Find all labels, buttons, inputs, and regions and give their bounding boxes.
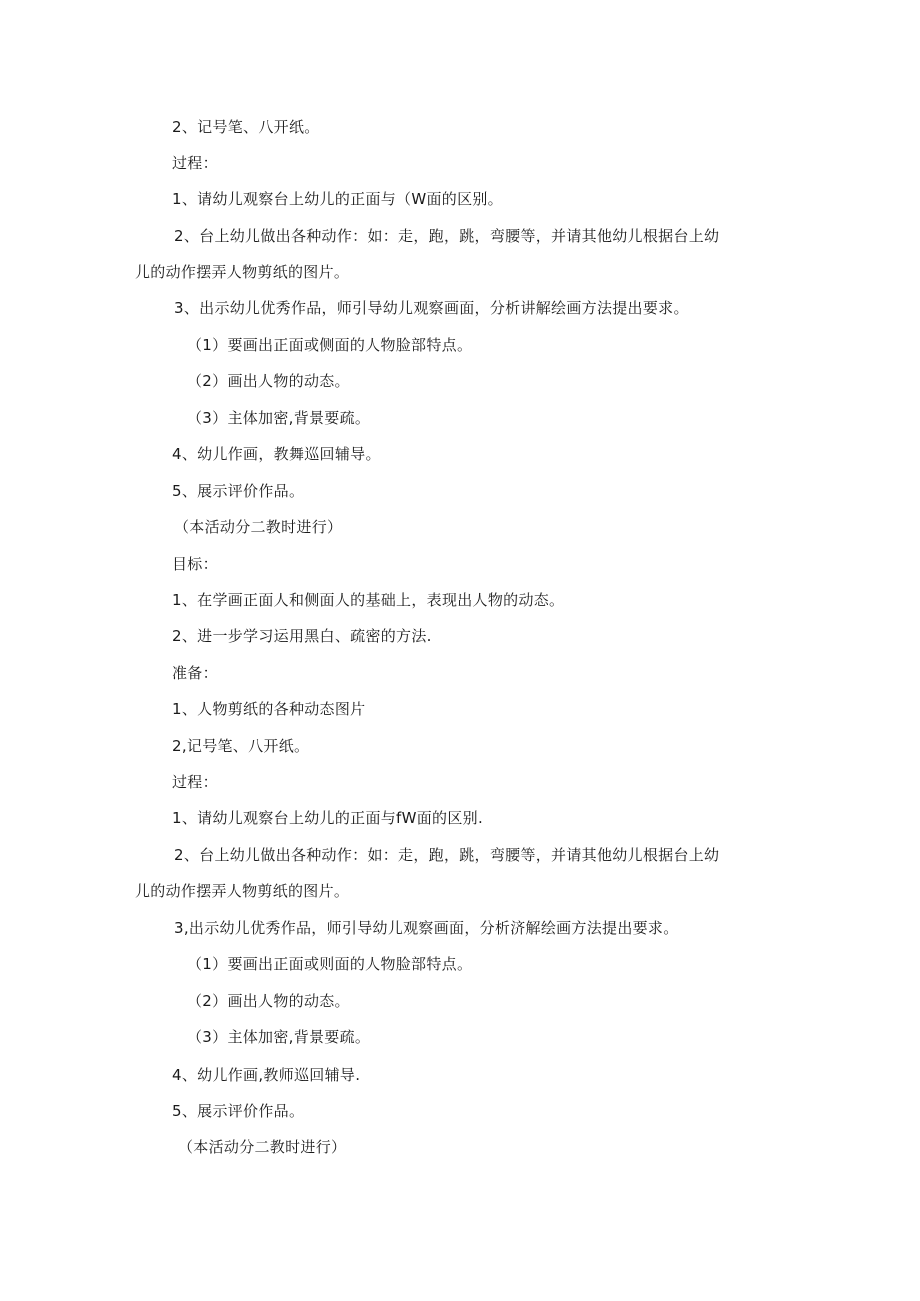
prep-item-1-b: 1、人物剪纸的各种动态图片 [172,700,366,718]
requirement-1: （1）要画出正面或侧面的人物脸部特点。 [187,336,473,354]
section-heading-preparation: 准备： [172,664,218,682]
process-step-3-b: 3,出示幼儿优秀作品，师引导幼儿观察画面，分析济解绘画方法提出要求。 [174,919,679,937]
requirement-2: （2）画出人物的动态。 [187,372,350,390]
requirement-3: （3）主体加密,背景要疏。 [187,409,371,427]
requirement-2-b: （2）画出人物的动态。 [187,992,350,1010]
section-heading-process: 过程： [172,154,218,172]
prep-item-2-b: 2,记号笔、八开纸。 [172,737,310,755]
process-step-1: 1、请幼儿观察台上幼儿的正面与（W面的区别。 [172,190,503,208]
session-note: （本活动分二教时进行） [174,518,343,536]
process-step-2-b: 2、台上幼儿做出各种动作：如：走，跑，跳，弯腰等，并请其他幼儿根据台上幼 [174,846,720,864]
requirement-3-b: （3）主体加密,背景要疏。 [187,1028,371,1046]
process-step-4-b: 4、幼儿作画,教师巡回辅导. [172,1066,361,1084]
section-heading-process-b: 过程： [172,773,218,791]
process-step-5: 5、展示评价作品。 [172,482,305,500]
process-step-2-continued-b: 儿的动作摆弄人物剪纸的图片。 [135,882,350,900]
process-step-5-b: 5、展示评价作品。 [172,1102,305,1120]
process-step-4: 4、幼儿作画，教舞巡回辅导。 [172,445,381,463]
process-step-1-b: 1、请幼儿观察台上幼儿的正面与fW面的区别. [172,809,484,827]
goal-2: 2、进一步学习运用黑白、疏密的方法. [172,627,432,645]
section-heading-goals: 目标： [172,555,218,573]
process-step-2-continued: 儿的动作摆弄人物剪纸的图片。 [135,263,350,281]
goal-1: 1、在学画正面人和侧面人的基础上，表现出人物的动态。 [172,591,565,609]
process-step-3: 3、出示幼儿优秀作品，师引导幼儿观察画面，分析讲解绘画方法提出要求。 [174,299,689,317]
requirement-1-b: （1）要画出正面或则面的人物脸部特点。 [187,955,473,973]
prep-item-2: 2、记号笔、八开纸。 [172,118,320,136]
session-note-b: （本活动分二教时进行） [178,1138,347,1156]
process-step-2: 2、台上幼儿做出各种动作：如：走，跑，跳，弯腰等，并请其他幼儿根据台上幼 [174,227,720,245]
